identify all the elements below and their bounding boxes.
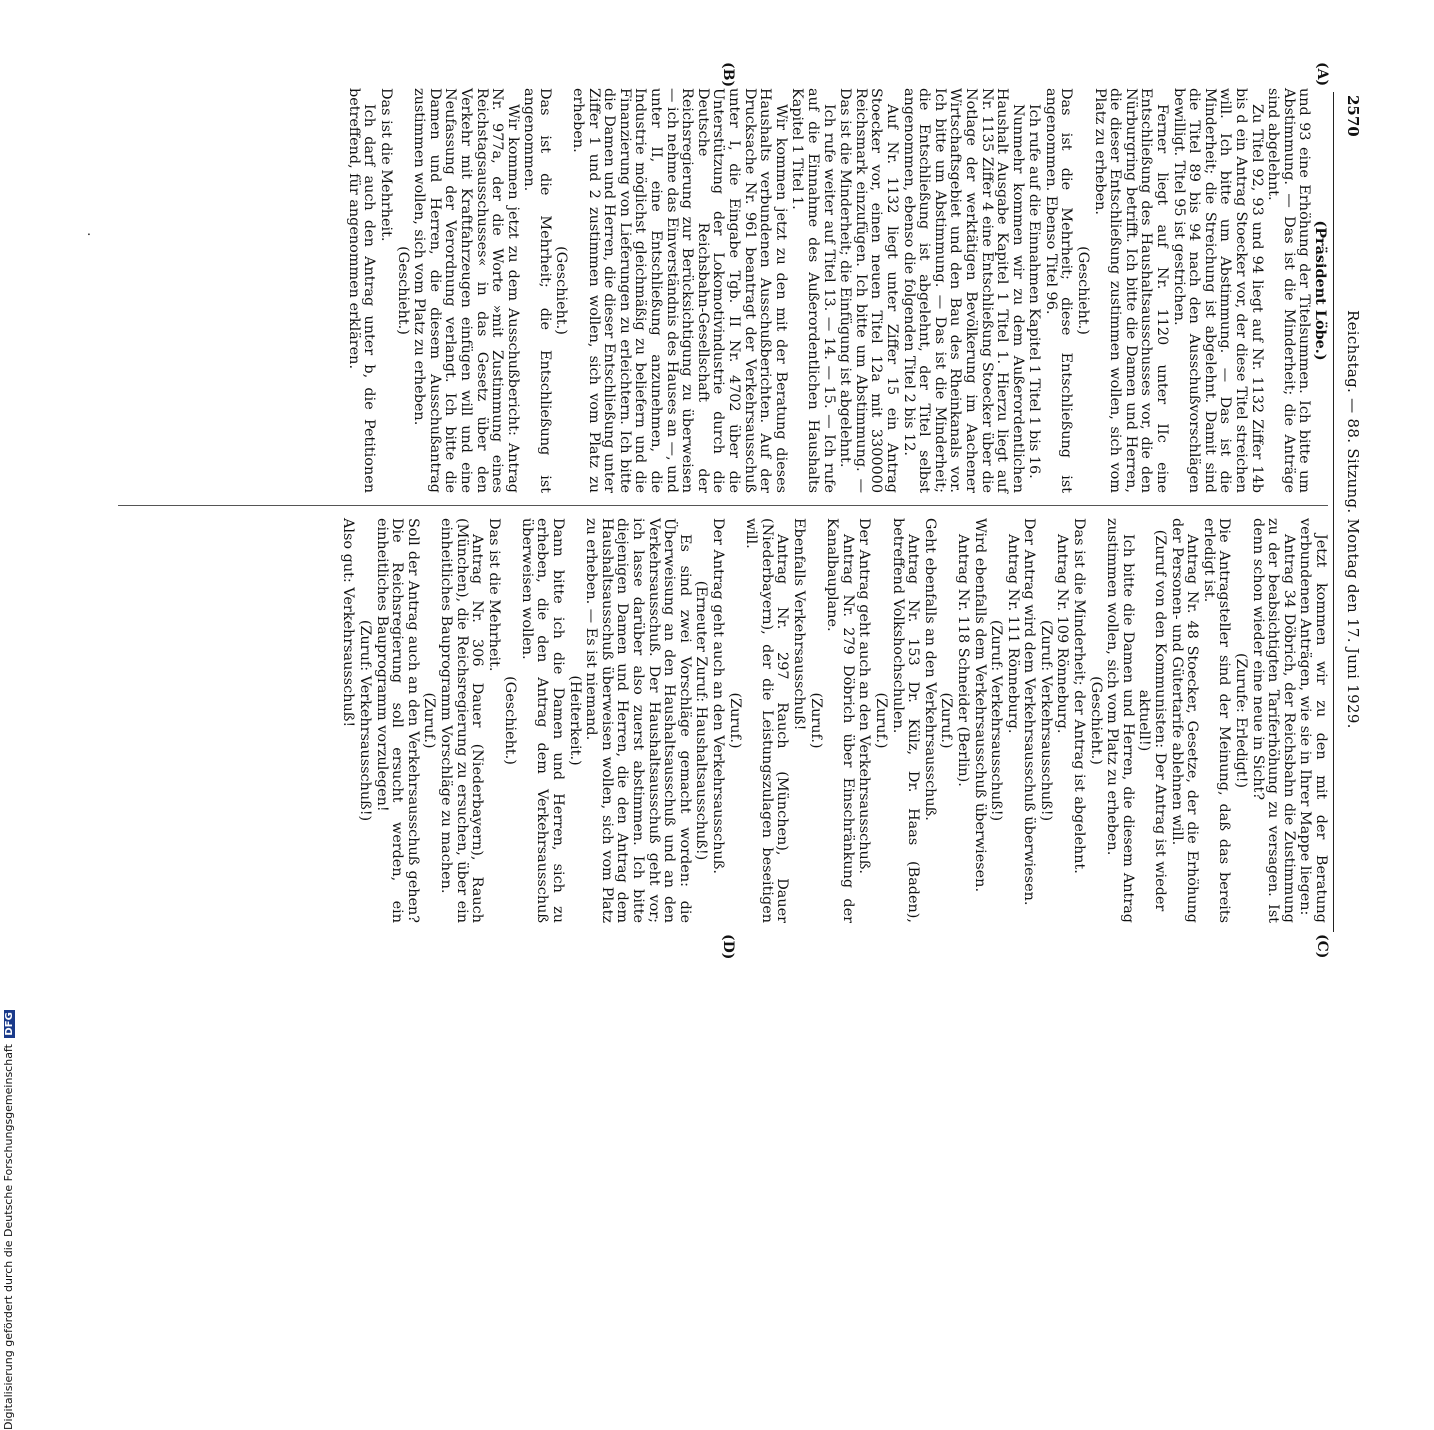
paragraph: Wir kommen jetzt zu den mit der Beratung dieses Haushalts verbundenen Ausschußberichten. Auf der Drucksache Nr. 961 beantragt der Verkehrsausschuß unter I, die Eingabe Tgb. II Nr. 4702 über die Unterstützung der Lokomotivindustrie durch die Deutsche Reichsbahn-Gesellschaft der Reichsregierung zur Berücksichtigung zu überweisen — ich nehme das Einverständnis des Hauses an —, und unter II, eine Entschließung anzunehmen, die Industrie möglichst gleichmäßig zu beliefern und die Finanzierung von Lieferungen zu erleichtern. Ich bitte die Damen und Herren, die dieser Entschließung unter Ziffer 1 und 2 zustimmen wollen, sich vom Platz zu erheben.: [570, 88, 789, 493]
paragraph: Ich rufe auf die Einnahmen Kapitel 1 Titel 1 bis 16.: [1026, 104, 1043, 479]
paragraph: Antrag Nr. 153 Dr. Külz, Dr. Haas (Baden), betreffend Volkshochschulen.: [889, 518, 922, 923]
paragraph: Antrag Nr. 111 Rönneburg.: [1004, 534, 1021, 734]
paragraph: Antrag Nr. 297 Rauch (München), Dauer (Niederbayern), der die Leistungszulagen beseitigen will.: [743, 518, 791, 923]
margin-mark-a: (A): [1314, 62, 1330, 87]
paragraph: Das ist die Mehrheit.: [485, 518, 502, 672]
right-column: [339, 518, 1328, 923]
paragraph: Wird ebenfalls dem Verkehrsausschuß überwiesen.: [971, 518, 988, 893]
paragraph: Die Antragsteller sind der Meinung, daß das bereits erledigt ist.: [1200, 518, 1233, 923]
paragraph: Antrag Nr. 48 Stoecker, Gesetze, der die Erhöhung der Personen- und Gütertarife ablehnen will.: [1168, 518, 1201, 923]
paragraph: Das ist die Mehrheit; diese Entschließung ist angenommen. Ebenso Titel 96.: [1042, 88, 1075, 493]
running-title: Reichstag. — 88. Sitzung. Montag den 17. Juni 1929.: [1344, 310, 1362, 729]
interjection: (Geschieht.): [1087, 676, 1104, 765]
interjection: (Zuruf.): [872, 692, 889, 749]
paragraph: Zu Titel 92, 93 und 94 liegt auf Nr. 1132 Ziffer 14b bis d ein Antrag Stoecker vor, der diese Titel streichen will. Ich bitte um Abstimmung. — Das ist die Minderheit; die Streichung ist abgelehnt. Damit sind die Titel 89 bis 94 nach den Ausschußvorschlägen bewilligt. Titel 95 ist gestrichen.: [1170, 88, 1265, 493]
paragraph: Ich rufe weiter auf Titel 13. — 14. — 15. — Ich rufe auf die Einnahme des Außerordentlichen Haushalts Kapitel 1 Titel 1.: [789, 88, 837, 493]
page-number: 2570: [1344, 95, 1362, 137]
paragraph: Das ist die Minderheit; der Antrag ist abgelehnt.: [1071, 518, 1088, 874]
speaker-label: (Präsident Löbe.): [1312, 220, 1329, 361]
margin-mark-b: (B): [720, 62, 736, 88]
page-header: [1340, 95, 1362, 925]
interjection: (Zuruf.): [726, 692, 743, 749]
interjection: (Geschieht.): [394, 246, 411, 335]
interjection: (Zuruf: Verkehrsausschuß!): [988, 619, 1005, 822]
paragraph: Antrag Nr. 306 Dauer (Niederbayern), Rauch (München), die Reichsregierung zu ersuchen, über ein einheitliches Bauprogramm Vorschläge zu machen.: [437, 518, 486, 923]
paragraph: Geht ebenfalls an den Verkehrsausschuß.: [921, 518, 938, 821]
interjection: (Zuruf.): [421, 692, 438, 749]
interjection: (Heiterkeit.): [566, 675, 583, 766]
stray-mark: .: [84, 232, 100, 237]
paragraph: Wir kommen jetzt zu dem Ausschußbericht: Antrag Nr. 977a, der die Worte »mit Zustimmung eines Reichstagsausschusses« in das Gesetz über den Verkehr mit Kraftfahrzeugen einfügen will und eine Neufassung der Verordnung verlangt. Ich bitte die Damen und Herren, die diesem Ausschußantrag zustimmen wollen, sich vom Platz zu erheben.: [411, 88, 521, 493]
paragraph: Ferner liegt auf Nr. 1120 unter IIc eine Entschließung des Haushaltsausschusses vor, die den Nürburgring betrifft. Ich bitte die Damen und Herren, die dieser Entschließung zustimmen wollen, sich vom Platz zu erheben.: [1091, 88, 1171, 493]
interjection: (Zuruf.): [938, 692, 955, 749]
paragraph: Antrag Nr. 279 Döbrich über Einschränkung der Kanalbauplane.: [824, 518, 856, 923]
margin-mark-c: (C): [1314, 934, 1330, 959]
interjection: (Zuruf.): [807, 692, 824, 749]
paragraph: Also gut: Verkehrsausschuß!: [340, 518, 357, 728]
paragraph: Der Antrag wird dem Verkehrsausschuß überwiesen.: [1021, 518, 1038, 906]
paragraph: Ich bitte die Damen und Herren, die diesem Antrag zustimmen wollen, sich vom Platz zu erheben.: [1104, 518, 1136, 923]
paragraph: Ebenfalls Verkehrsausschuß!: [791, 518, 807, 731]
interjection: (Geschieht.): [1075, 246, 1092, 335]
paragraph: Antrag Nr. 109 Rönneburg.: [1054, 534, 1071, 734]
interjection: (Zuruf: Verkehrsausschuß!): [1037, 619, 1054, 822]
margin-mark-d: (D): [720, 934, 736, 960]
digitization-footer: [2, 1000, 22, 1430]
interjection: (Zuruf: Verkehrsausschuß!): [356, 619, 373, 822]
paragraph: Es sind zwei Vorschläge gemacht worden: die Überweisung an den Haushaltsausschuß und an den Verkehrsausschuß. Der Haushaltsausschuß geht vor; ich lasse darüber also zuerst abstimmen. Ich bitte diejenigen Damen und Herren, die den Antrag dem Haushaltsausschuß überweisen wollen, sich vom Platz zu erheben. — Es ist niemand.: [583, 518, 693, 923]
paragraph: Antrag 34 Döbrich, der Reichsbahn die Zustimmung zu der beabsichtigten Tariferhöhung zu versagen. Ist denn schon wieder eine neue in Sicht?: [1249, 518, 1297, 923]
paragraph: Antrag Nr. 118 Schneider (Berlin).: [954, 534, 971, 787]
paragraph: Das ist die Mehrheit.: [377, 88, 394, 242]
paragraph: Auf Nr. 1132 liegt unter Ziffer 15 ein Antrag Stoecker vor, einen neuen Titel 12a mit 3300000 Reichsmark einzufügen. Ich bitte um Abstimmung. — Das ist die Minderheit; die Einfügung ist abgelehnt.: [837, 88, 900, 493]
paragraph: Das ist die Mehrheit; die Entschließung ist angenommen.: [521, 88, 553, 493]
funding-note: Digitalisierung gefördert durch die Deutsche Forschungsgemeinschaft: [2, 1044, 15, 1430]
interjection: (Zurufe: Erledigt!): [1233, 652, 1250, 788]
interjection: (Geschieht.): [553, 246, 570, 335]
paragraph: Nunmehr kommen wir zu dem Außerordentlichen Haushalt Ausgabe Kapitel 1 Titel 1. Hierzu liegt auf Nr. 1135 Ziffer 4 eine Entschließung Stoecker über die Notlage der werktätigen Bevölkerung im Aachener Wirtschaftsgebiet und den Bau des Rheinkanals vor. Ich bitte um Abstimmung. — Das ist die Minderheit; die Entschließung ist abgelehnt, der Titel selbst angenommen, ebenso die folgenden Titel 2 bis 12.: [900, 88, 1026, 493]
left-column: [344, 88, 1328, 493]
paragraph: und 93 eine Erhöhung der Titelsummen. Ich bitte um Abstimmung. — Das ist die Minderheit; die Anträge sind abgelehnt.: [1265, 88, 1313, 493]
paragraph: Ich darf auch den Antrag unter b, die Petitionen betreffend, für angenommen erklären.: [345, 88, 378, 493]
paragraph: Soll der Antrag auch an den Verkehrsausschuß gehen? Die Reichsregierung soll ersucht werden, ein einheitliches Bauprogramm vorzulegen!: [373, 518, 421, 923]
paragraph: Der Antrag geht auch an den Verkehrsausschuß.: [710, 518, 727, 874]
paragraph: Dann bitte ich die Damen und Herren, sich zu erheben, die den Antrag dem Verkehrsausschuß überweisen wollen.: [518, 518, 567, 923]
column-separator: [118, 505, 1328, 506]
interjection: (Erneuter Zuruf: Haushaltsausschuß!): [693, 580, 710, 861]
paragraph: Der Antrag geht auch an den Verkehrsausschuß.: [856, 518, 873, 874]
dfg-logo: DFG: [4, 1012, 15, 1036]
interjection: (Zuruf von den Kommunisten: Der Antrag ist wieder aktuell!): [1136, 529, 1169, 912]
interjection: (Geschieht.): [502, 676, 519, 765]
footer-text-line: [2, 1000, 18, 1430]
header-rule: [1333, 92, 1334, 932]
paragraph: Jetzt kommen wir zu den mit der Beratung verbundenen Anträgen, wie sie in Ihrer Mappe liegen:: [1297, 518, 1329, 923]
